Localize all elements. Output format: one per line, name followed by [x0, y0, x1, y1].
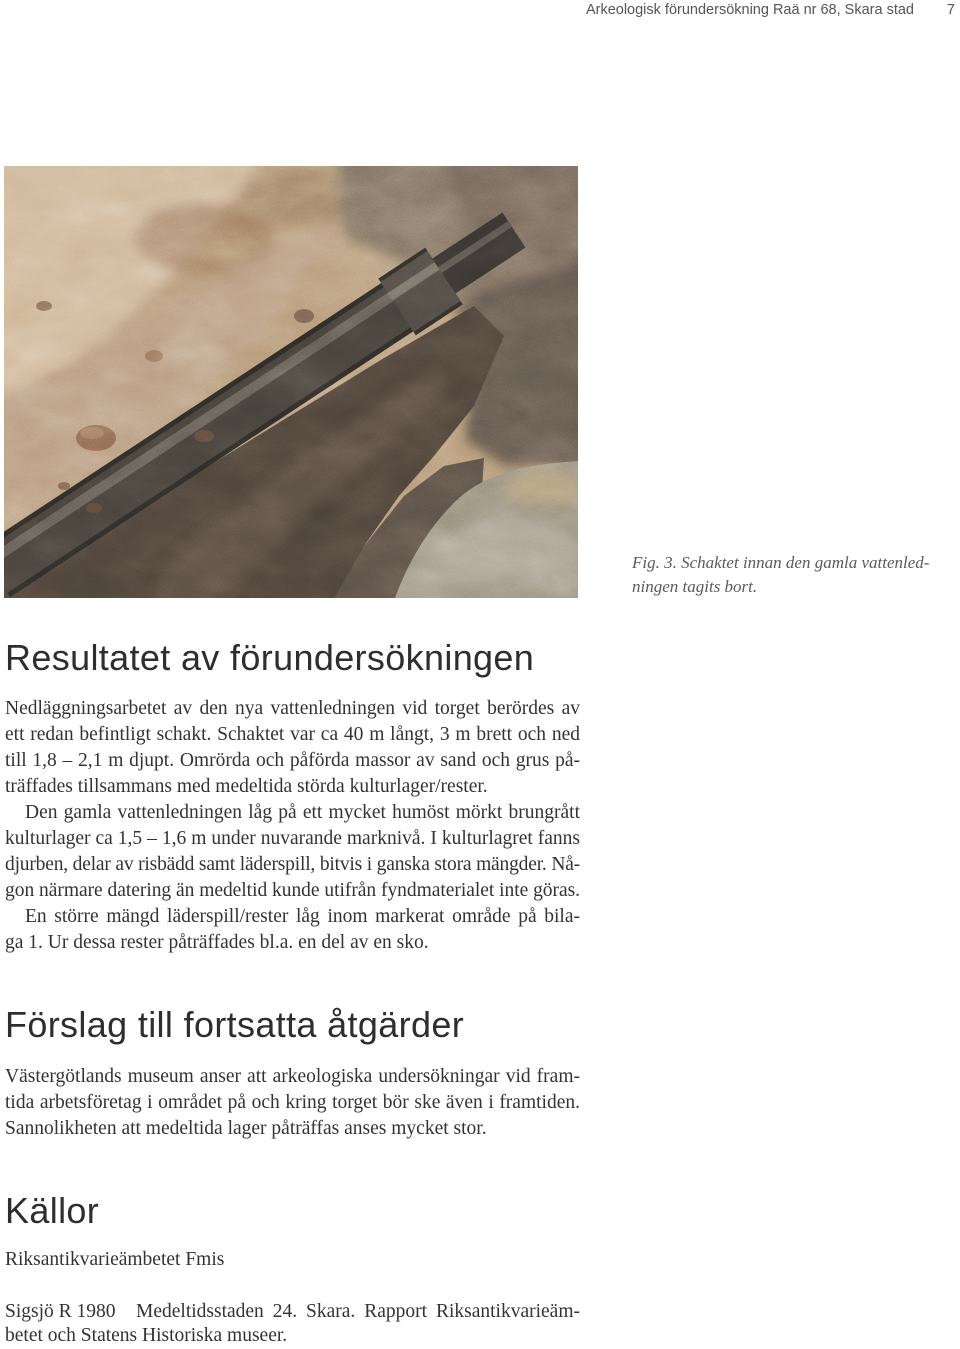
- source-entry-text: Riksantikvarieämbetet Fmis: [5, 1249, 225, 1270]
- reference-line: [5, 1324, 580, 1348]
- text-line: [5, 1064, 580, 1090]
- running-title: Arkeologisk förundersökning Raä nr 68, Skara stad: [585, 2, 914, 18]
- text-line: [5, 852, 580, 878]
- text-line: [5, 904, 580, 930]
- line-text: ett redan befintligt schakt. Schaktet var ca 40 m långt, 3 m brett och ned: [5, 724, 580, 745]
- caption-line: [632, 551, 952, 575]
- section-heading-sources: Källor: [5, 1190, 100, 1231]
- text-line: [5, 1090, 580, 1116]
- line-text: Nedläggningsarbetet av den nya vattenledningen vid torget berördes av: [5, 698, 580, 719]
- line-text: gon närmare datering än medeltid kunde utifrån fyndmaterialet inte göras.: [5, 880, 580, 901]
- reference-author-year: Sigsjö R 1980: [5, 1301, 116, 1322]
- caption-line-text: ningen tagits bort.: [632, 577, 758, 596]
- text-line: [5, 774, 580, 800]
- proposals-body: [5, 1064, 580, 1142]
- line-text: En större mängd läderspill/rester låg inom markerat område på bila-: [25, 906, 580, 927]
- line-text: till 1,8 – 2,1 m djupt. Omrörda och påförda massor av sand och grus på-: [5, 750, 580, 771]
- line-text: Den gamla vattenledningen låg på ett mycket humöst mörkt brungrått: [25, 802, 580, 823]
- text-line: [5, 748, 580, 774]
- results-body: [5, 696, 580, 956]
- line-text: Sannolikheten att medeltida lager påträffas anses mycket stor.: [5, 1118, 487, 1139]
- page-number: 7: [946, 2, 955, 18]
- line-text: träffades tillsammans med medeltida störda kulturlager/rester.: [5, 776, 488, 797]
- line-text: Västergötlands museum anser att arkeologiska undersökningar vid fram-: [5, 1066, 580, 1087]
- source-entry: [5, 1247, 580, 1273]
- paragraph: [5, 1064, 580, 1142]
- text-line: [5, 800, 580, 826]
- reference-title: [136, 1300, 580, 1324]
- reference-line: [5, 1300, 580, 1324]
- text-line: [5, 722, 580, 748]
- caption-line: [632, 575, 952, 599]
- text-line: [5, 930, 580, 956]
- reference-title-text: betet och Statens Historiska museer.: [5, 1325, 288, 1346]
- text-line: [5, 1116, 580, 1142]
- reference-title-text: Medeltidsstaden 24. Skara. Rapport Riksantikvarieäm-: [136, 1301, 580, 1322]
- line-text: djurben, delar av risbädd samt läderspill, bitvis i ganska stora mängder. Nå-: [5, 854, 580, 875]
- text-line: [5, 696, 580, 722]
- section-heading-proposals: Förslag till fortsatta åtgärder: [5, 1004, 465, 1045]
- section-heading-results: Resultatet av förundersökningen: [5, 637, 535, 678]
- paragraph: [5, 904, 580, 956]
- line-text: kulturlager ca 1,5 – 1,6 m under nuvarande marknivå. I kulturlagret fanns: [5, 828, 580, 849]
- trench-photo: [4, 166, 578, 598]
- reference-entry: [5, 1300, 580, 1348]
- paragraph: [5, 696, 580, 800]
- caption-line-text: Fig. 3. Schaktet innan den gamla vattenled-: [632, 553, 930, 572]
- text-line: [5, 878, 580, 904]
- paragraph: [5, 800, 580, 904]
- text-line: [5, 826, 580, 852]
- line-text: ga 1. Ur dessa rester påträffades bl.a. en del av en sko.: [5, 932, 429, 953]
- trench-photo-image: [4, 166, 578, 598]
- line-text: tida arbetsföretag i området på och kring torget bör ske även i framtiden.: [5, 1092, 580, 1113]
- figure-caption: [632, 551, 952, 599]
